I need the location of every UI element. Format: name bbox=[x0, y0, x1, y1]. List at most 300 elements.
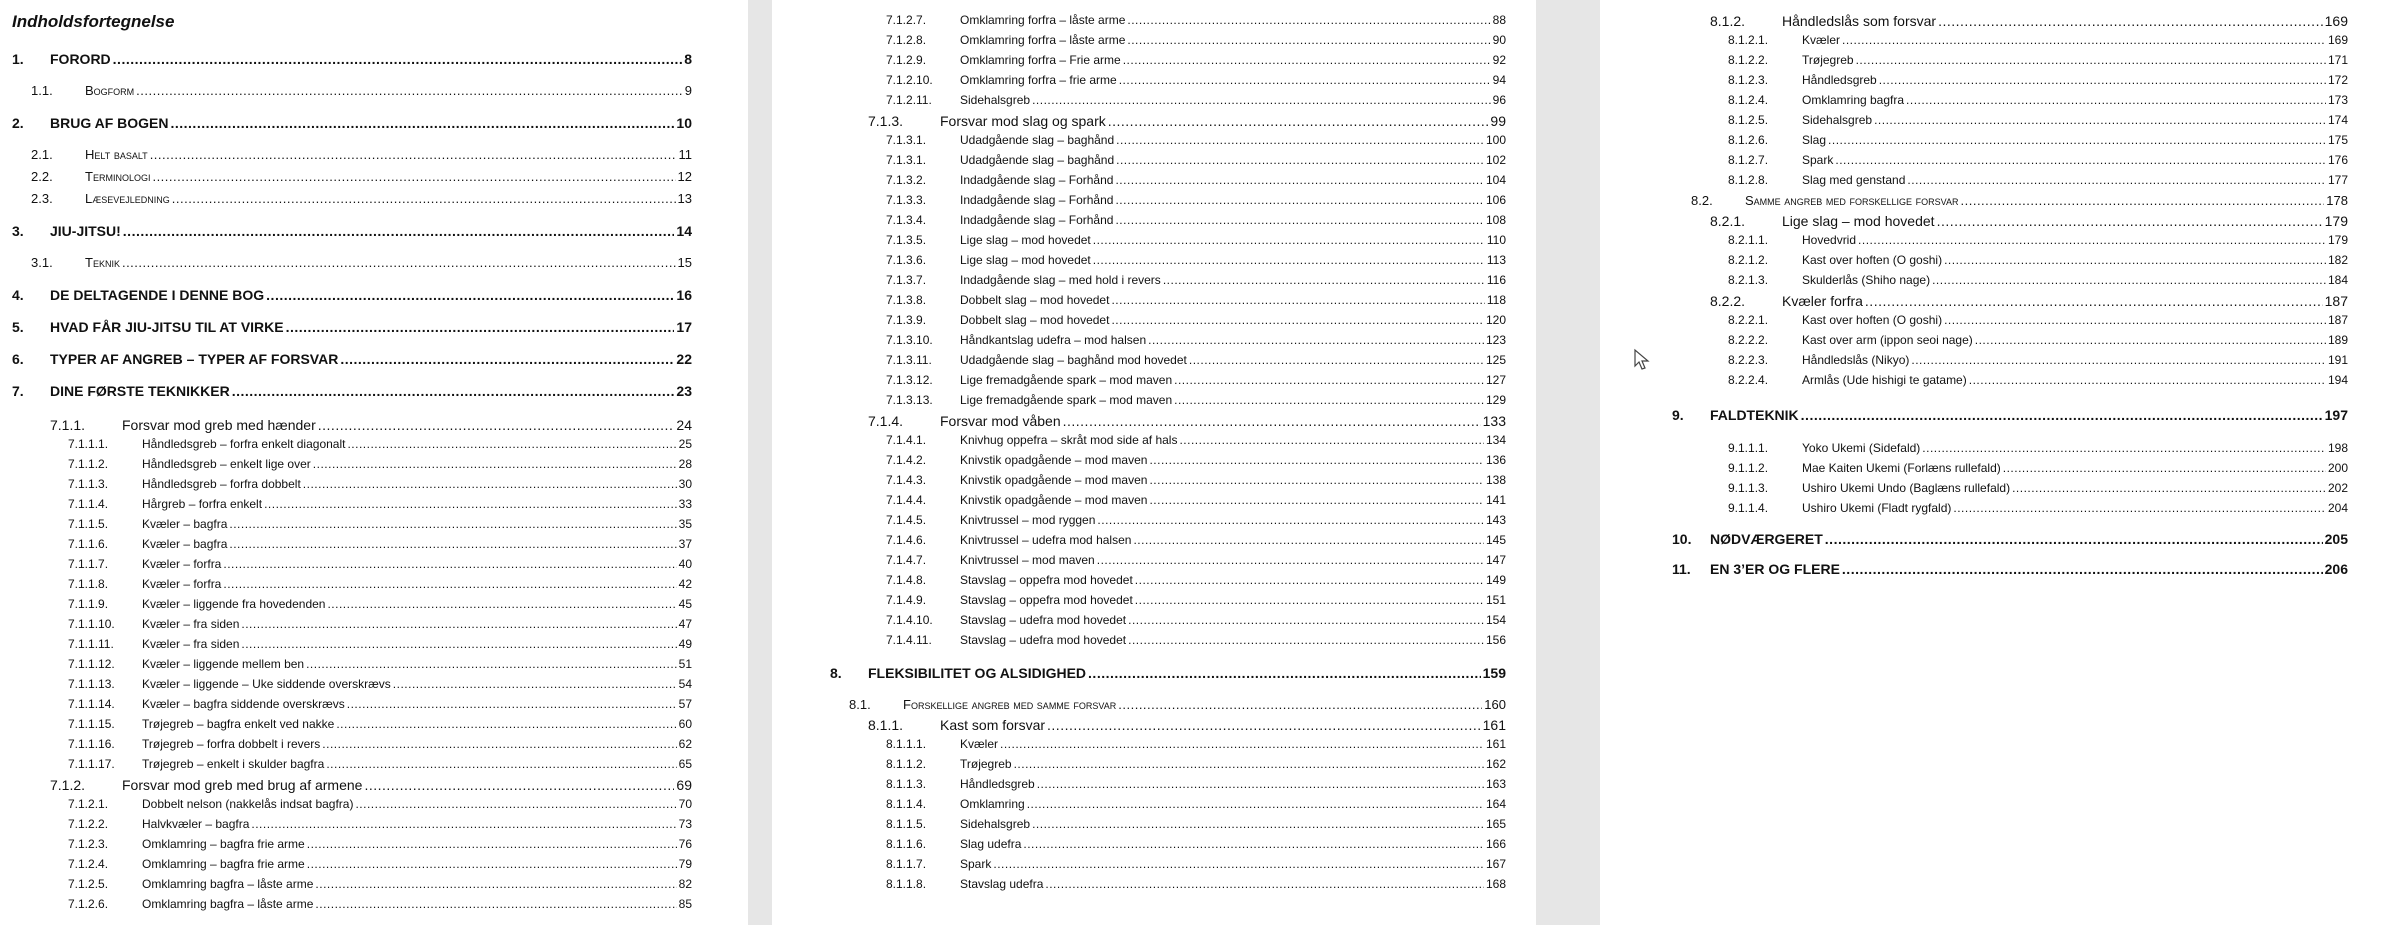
toc-dot-leader bbox=[1133, 534, 1484, 546]
toc-entry-title: Knivtrussel – mod maven bbox=[960, 553, 1095, 567]
toc-entry-page-number: 167 bbox=[1485, 857, 1506, 871]
toc-entry-title: Kvæler – bagfra bbox=[142, 517, 228, 531]
toc-entry-page-number: 8 bbox=[684, 51, 692, 67]
toc-entry[interactable] bbox=[886, 34, 1506, 46]
toc-entry[interactable] bbox=[868, 414, 1506, 428]
toc-entry[interactable] bbox=[886, 174, 1506, 186]
toc-entry-page-number: 173 bbox=[2327, 93, 2348, 107]
toc-entry-title: FLEKSIBILITET OG ALSIDIGHED bbox=[868, 665, 1087, 681]
toc-dot-leader bbox=[1835, 154, 2326, 166]
toc-entry-number: 8.2.2.2. bbox=[1728, 333, 1769, 347]
toc-entry[interactable] bbox=[12, 352, 692, 366]
toc-dot-leader bbox=[1118, 698, 1482, 711]
toc-entry-page-number: 62 bbox=[678, 737, 692, 751]
toc-entry[interactable] bbox=[1728, 54, 2348, 66]
toc-entry-title: Omklamring forfra – låste arme bbox=[960, 13, 1126, 27]
toc-entry-title: Forsvar mod greb med hænder bbox=[122, 417, 316, 433]
toc-dot-leader bbox=[2012, 482, 2326, 494]
toc-entry[interactable] bbox=[886, 54, 1506, 66]
toc-entry[interactable] bbox=[31, 148, 692, 161]
toc-entry[interactable] bbox=[886, 778, 1506, 790]
toc-entry[interactable] bbox=[68, 798, 692, 810]
toc-entry[interactable] bbox=[1728, 502, 2348, 514]
toc-entry[interactable] bbox=[830, 666, 1506, 680]
toc-entry[interactable] bbox=[68, 698, 692, 710]
toc-dot-leader bbox=[223, 558, 676, 570]
toc-entry-title: Omklamring – bagfra frie arme bbox=[142, 857, 305, 871]
toc-entry-title: Lige slag – mod hovedet bbox=[960, 253, 1091, 267]
toc-entry[interactable] bbox=[31, 170, 692, 183]
toc-entry[interactable] bbox=[68, 598, 692, 610]
toc-entry[interactable] bbox=[31, 192, 692, 205]
toc-entry-number: 7.1.1.8. bbox=[68, 577, 109, 591]
toc-dot-leader bbox=[229, 538, 676, 550]
toc-entry-page-number: 163 bbox=[1485, 777, 1506, 791]
toc-entry-title: DE DELTAGENDE I DENNE BOG bbox=[50, 287, 265, 303]
document-page-2 bbox=[772, 0, 1536, 925]
toc-entry-number: 7.1.1.3. bbox=[68, 477, 109, 491]
toc-entry[interactable] bbox=[886, 494, 1506, 506]
toc-entry-title: Forsvar mod slag og spark bbox=[940, 113, 1106, 129]
toc-entry-title: JIU-JITSU! bbox=[50, 223, 121, 239]
toc-dot-leader bbox=[313, 458, 677, 470]
toc-dot-leader bbox=[1128, 634, 1484, 646]
toc-entry-page-number: 202 bbox=[2327, 481, 2348, 495]
toc-entry[interactable] bbox=[68, 898, 692, 910]
toc-entry-title: Spark bbox=[1802, 153, 1834, 167]
toc-dot-leader bbox=[1828, 134, 2326, 146]
toc-entry-number: 7.1.4.1. bbox=[886, 433, 927, 447]
toc-entry-page-number: 42 bbox=[678, 577, 692, 591]
toc-entry-number: 8.1.1.4. bbox=[886, 797, 927, 811]
toc-dot-leader bbox=[1032, 818, 1484, 830]
toc-entry-title: Kvæler – liggende mellem ben bbox=[142, 657, 305, 671]
toc-entry-number: 8.2.2. bbox=[1710, 293, 1746, 309]
toc-entry[interactable] bbox=[886, 154, 1506, 166]
toc-entry-title: Spark bbox=[960, 857, 992, 871]
toc-entry-number: 7.1.1.2. bbox=[68, 457, 109, 471]
toc-dot-leader bbox=[1097, 554, 1484, 566]
toc-entry[interactable] bbox=[886, 514, 1506, 526]
toc-entry-title: Kast over hoften (O goshi) bbox=[1802, 313, 1943, 327]
toc-dot-leader bbox=[1961, 194, 2325, 207]
toc-entry-page-number: 24 bbox=[676, 417, 692, 433]
toc-entry-number: 8. bbox=[830, 665, 842, 681]
toc-dot-leader bbox=[2003, 462, 2326, 474]
toc-dot-leader bbox=[136, 84, 683, 97]
toc-entry[interactable] bbox=[1710, 214, 2348, 228]
toc-entry[interactable] bbox=[849, 698, 1506, 711]
toc-entry-page-number: 88 bbox=[1492, 13, 1506, 27]
toc-entry-page-number: 187 bbox=[2327, 313, 2348, 327]
toc-entry[interactable] bbox=[1728, 94, 2348, 106]
toc-entry-number: 1. bbox=[12, 51, 24, 67]
toc-entry-number: 10. bbox=[1672, 531, 1692, 547]
toc-entry[interactable] bbox=[68, 658, 692, 670]
toc-entry-page-number: 65 bbox=[678, 757, 692, 771]
toc-entry[interactable] bbox=[1728, 314, 2348, 326]
toc-entry-title: Armlås (Ude hishigi te gatame) bbox=[1802, 373, 1967, 387]
toc-entry-title: BRUG AF BOGEN bbox=[50, 115, 169, 131]
toc-entry[interactable] bbox=[1672, 532, 2348, 546]
toc-entry-title: Omklamring bagfra bbox=[1802, 93, 1905, 107]
toc-entry[interactable] bbox=[886, 554, 1506, 566]
toc-entry[interactable] bbox=[1728, 354, 2348, 366]
toc-dot-leader bbox=[993, 858, 1484, 870]
toc-entry-number: 8.2.2.4. bbox=[1728, 373, 1769, 387]
toc-dot-leader bbox=[1148, 334, 1484, 346]
toc-entry-title: Knivstik opadgående – mod maven bbox=[960, 453, 1148, 467]
toc-entry[interactable] bbox=[886, 838, 1506, 850]
toc-entry-page-number: 79 bbox=[678, 857, 692, 871]
toc-entry-number: 8.1.2.2. bbox=[1728, 53, 1769, 67]
toc-entry-page-number: 162 bbox=[1485, 757, 1506, 771]
toc-entry-title: Håndledslås (Nikyo) bbox=[1802, 353, 1910, 367]
toc-entry-page-number: 159 bbox=[1482, 665, 1506, 681]
toc-entry-title: Kvæler forfra bbox=[1782, 293, 1863, 309]
toc-entry-number: 2.3. bbox=[31, 191, 53, 206]
toc-entry-title: Håndledsgreb bbox=[1802, 73, 1877, 87]
toc-entry[interactable] bbox=[886, 574, 1506, 586]
toc-entry[interactable] bbox=[68, 478, 692, 490]
toc-entry[interactable] bbox=[1728, 174, 2348, 186]
toc-entry[interactable] bbox=[886, 594, 1506, 606]
toc-dot-leader bbox=[1879, 74, 2326, 86]
toc-entry[interactable] bbox=[68, 758, 692, 770]
toc-entry[interactable] bbox=[886, 634, 1506, 646]
toc-entry[interactable] bbox=[68, 578, 692, 590]
toc-entry-number: 7.1.2.1. bbox=[68, 797, 109, 811]
toc-entry-page-number: 169 bbox=[2324, 13, 2348, 29]
toc-entry-page-number: 145 bbox=[1485, 533, 1506, 547]
toc-entry[interactable] bbox=[12, 288, 692, 302]
toc-entry-number: 8.2.1. bbox=[1710, 213, 1746, 229]
toc-entry[interactable] bbox=[1728, 374, 2348, 386]
toc-entry[interactable] bbox=[1728, 462, 2348, 474]
toc-entry[interactable] bbox=[31, 84, 692, 97]
toc-entry-number: 7.1.4.11. bbox=[886, 633, 932, 647]
toc-entry[interactable] bbox=[886, 434, 1506, 446]
toc-entry[interactable] bbox=[1728, 334, 2348, 346]
toc-entry[interactable] bbox=[886, 858, 1506, 870]
toc-entry[interactable] bbox=[886, 354, 1506, 366]
toc-entry-title: Dobbelt nelson (nakkelås indsat bagfra) bbox=[142, 797, 354, 811]
toc-entry-page-number: 160 bbox=[1484, 697, 1506, 712]
toc-entry-number: 7.1.2.2. bbox=[68, 817, 109, 831]
toc-entry-page-number: 172 bbox=[2327, 73, 2348, 87]
toc-dot-leader bbox=[393, 678, 677, 690]
toc-entry-page-number: 17 bbox=[676, 319, 692, 335]
toc-dot-leader bbox=[1111, 314, 1484, 326]
toc-entry[interactable] bbox=[68, 838, 692, 850]
toc-dot-leader bbox=[1938, 14, 2323, 28]
toc-entry-page-number: 45 bbox=[678, 597, 692, 611]
toc-entry-page-number: 69 bbox=[676, 777, 692, 793]
toc-entry-title: HVAD FÅR JIU-JITSU TIL AT VIRKE bbox=[50, 319, 284, 335]
toc-entry[interactable] bbox=[886, 14, 1506, 26]
toc-entry-number: 8.1.2.3. bbox=[1728, 73, 1769, 87]
toc-entry[interactable] bbox=[886, 374, 1506, 386]
toc-entry[interactable] bbox=[68, 538, 692, 550]
toc-entry-number: 7.1.2. bbox=[50, 777, 86, 793]
toc-entry-page-number: 189 bbox=[2327, 333, 2348, 347]
toc-entry[interactable] bbox=[886, 94, 1506, 106]
toc-entry-title: Teknik bbox=[85, 255, 120, 270]
toc-entry[interactable] bbox=[12, 116, 692, 130]
toc-entry-page-number: 73 bbox=[678, 817, 692, 831]
toc-entry-number: 7.1.2.8. bbox=[886, 33, 927, 47]
toc-entry[interactable] bbox=[68, 458, 692, 470]
toc-dot-leader bbox=[1063, 414, 1481, 428]
toc-dot-leader bbox=[303, 478, 677, 490]
toc-entry-number: 9.1.1.1. bbox=[1728, 441, 1769, 455]
toc-entry[interactable] bbox=[1728, 74, 2348, 86]
toc-entry[interactable] bbox=[886, 394, 1506, 406]
toc-entry[interactable] bbox=[868, 718, 1506, 732]
toc-dot-leader bbox=[1115, 214, 1484, 226]
toc-entry[interactable] bbox=[1728, 134, 2348, 146]
toc-entry-number: 3. bbox=[12, 223, 24, 239]
toc-dot-leader bbox=[1801, 408, 2323, 422]
toc-entry[interactable] bbox=[886, 214, 1506, 226]
toc-entry-title: Lige slag – mod hovedet bbox=[1782, 213, 1935, 229]
toc-entry[interactable] bbox=[50, 418, 692, 432]
toc-dot-leader bbox=[1045, 878, 1484, 890]
toc-entry-title: NØDVÆRGERET bbox=[1710, 531, 1823, 547]
toc-entry-title: Forsvar mod våben bbox=[940, 413, 1061, 429]
toc-entry-number: 8.1. bbox=[849, 697, 871, 712]
toc-entry-page-number: 92 bbox=[1492, 53, 1506, 67]
toc-entry-title: Lige fremadgående spark – mod maven bbox=[960, 393, 1173, 407]
toc-entry[interactable] bbox=[886, 798, 1506, 810]
toc-entry-number: 7.1.4.3. bbox=[886, 473, 927, 487]
toc-entry-page-number: 14 bbox=[676, 223, 692, 239]
toc-entry-number: 6. bbox=[12, 351, 24, 367]
toc-entry-title: Slag udefra bbox=[960, 837, 1022, 851]
toc-entry-page-number: 187 bbox=[2324, 293, 2348, 309]
toc-entry[interactable] bbox=[1728, 34, 2348, 46]
toc-entry-page-number: 166 bbox=[1485, 837, 1506, 851]
toc-entry[interactable] bbox=[886, 294, 1506, 306]
toc-entry-page-number: 110 bbox=[1486, 233, 1506, 247]
toc-entry-number: 9. bbox=[1672, 407, 1684, 423]
toc-entry-page-number: 85 bbox=[678, 897, 692, 911]
toc-entry[interactable] bbox=[68, 498, 692, 510]
toc-entry-number: 7.1.2.7. bbox=[886, 13, 927, 27]
toc-entry-number: 7. bbox=[12, 383, 24, 399]
toc-entry-number: 8.1.2.7. bbox=[1728, 153, 1769, 167]
toc-entry[interactable] bbox=[31, 256, 692, 269]
toc-entry-number: 9.1.1.3. bbox=[1728, 481, 1769, 495]
toc-entry-page-number: 205 bbox=[2324, 531, 2348, 547]
toc-entry[interactable] bbox=[886, 74, 1506, 86]
toc-entry[interactable] bbox=[1728, 114, 2348, 126]
toc-entry-page-number: 118 bbox=[1486, 293, 1506, 307]
toc-entry-title: Stavslag – udefra mod hovedet bbox=[960, 633, 1127, 647]
toc-entry-number: 7.1.1.17. bbox=[68, 757, 115, 771]
toc-dot-leader bbox=[1975, 334, 2326, 346]
toc-entry[interactable] bbox=[886, 194, 1506, 206]
toc-dot-leader bbox=[315, 878, 676, 890]
toc-entry-title: Dobbelt slag – mod hovedet bbox=[960, 293, 1110, 307]
toc-dot-leader bbox=[1032, 94, 1491, 106]
toc-entry-title: Kvæler bbox=[1802, 33, 1841, 47]
toc-entry[interactable] bbox=[68, 518, 692, 530]
toc-entry[interactable] bbox=[886, 454, 1506, 466]
toc-entry[interactable] bbox=[1728, 254, 2348, 266]
toc-entry-title: Kvæler – forfra bbox=[142, 577, 222, 591]
toc-entry-page-number: 76 bbox=[678, 837, 692, 851]
toc-entry-title: Samme angreb med forskellige forsvar bbox=[1745, 193, 1959, 208]
toc-entry[interactable] bbox=[68, 818, 692, 830]
toc-entry[interactable] bbox=[886, 534, 1506, 546]
toc-entry[interactable] bbox=[1728, 482, 2348, 494]
toc-entry-number: 9.1.1.4. bbox=[1728, 501, 1769, 515]
toc-entry[interactable] bbox=[1728, 274, 2348, 286]
toc-entry-page-number: 125 bbox=[1485, 353, 1506, 367]
toc-entry-page-number: 47 bbox=[678, 617, 692, 631]
toc-dot-leader bbox=[1953, 502, 2326, 514]
toc-entry[interactable] bbox=[12, 52, 692, 66]
toc-entry[interactable] bbox=[1691, 194, 2348, 207]
toc-entry-page-number: 106 bbox=[1485, 193, 1506, 207]
toc-entry[interactable] bbox=[886, 878, 1506, 890]
toc-entry[interactable] bbox=[12, 224, 692, 238]
toc-entry-number: 8.1.1.5. bbox=[886, 817, 927, 831]
toc-entry[interactable] bbox=[1710, 294, 2348, 308]
toc-entry-page-number: 154 bbox=[1485, 613, 1506, 627]
toc-entry-page-number: 82 bbox=[678, 877, 692, 891]
toc-entry-number: 7.1.4.9. bbox=[886, 593, 927, 607]
toc-entry-number: 7.1.3.5. bbox=[886, 233, 927, 247]
toc-entry-number: 8.2.1.3. bbox=[1728, 273, 1769, 287]
toc-entry-title: FALDTEKNIK bbox=[1710, 407, 1799, 423]
toc-entry[interactable] bbox=[886, 274, 1506, 286]
toc-entry-number: 7.1.1.16. bbox=[68, 737, 115, 751]
toc-entry-number: 8.1.2.5. bbox=[1728, 113, 1769, 127]
toc-entry-number: 7.1.2.10. bbox=[886, 73, 933, 87]
toc-entry[interactable] bbox=[68, 858, 692, 870]
toc-entry-title: Kvæler – liggende fra hovedenden bbox=[142, 597, 326, 611]
toc-entry-number: 7.1.4.6. bbox=[886, 533, 927, 547]
toc-entry[interactable] bbox=[886, 758, 1506, 770]
toc-dot-leader bbox=[1128, 614, 1484, 626]
toc-dot-leader bbox=[1108, 114, 1489, 128]
toc-entry-number: 7.1.3. bbox=[868, 113, 904, 129]
toc-entry-title: Ushiro Ukemi Undo (Baglæns rullefald) bbox=[1802, 481, 2011, 495]
toc-entry[interactable] bbox=[886, 818, 1506, 830]
toc-entry-number: 4. bbox=[12, 287, 24, 303]
toc-entry-page-number: 116 bbox=[1486, 273, 1506, 287]
toc-entry-title: Omklamring bagfra – låste arme bbox=[142, 877, 314, 891]
toc-entry-number: 7.1.3.3. bbox=[886, 193, 927, 207]
toc-entry-number: 8.1.1.2. bbox=[886, 757, 927, 771]
toc-entry-title: Trøjegreb – enkelt i skulder bagfra bbox=[142, 757, 325, 771]
toc-dot-leader bbox=[1111, 294, 1484, 306]
toc-entry-page-number: 204 bbox=[2327, 501, 2348, 515]
toc-entry-title: FORORD bbox=[50, 51, 111, 67]
toc-dot-leader bbox=[336, 718, 676, 730]
toc-entry-title: Sidehalsgreb bbox=[960, 817, 1031, 831]
toc-entry[interactable] bbox=[886, 314, 1506, 326]
toc-title: Indholdsfortegnelse bbox=[12, 12, 175, 31]
toc-entry[interactable] bbox=[68, 678, 692, 690]
document-page-1 bbox=[0, 0, 748, 925]
toc-entry[interactable] bbox=[1672, 562, 2348, 576]
toc-entry-page-number: 200 bbox=[2327, 461, 2348, 475]
toc-entry-number: 7.1.1.12. bbox=[68, 657, 115, 671]
toc-entry-number: 7.1.3.1. bbox=[886, 133, 927, 147]
toc-entry[interactable] bbox=[12, 320, 692, 334]
toc-entry-number: 8.2.2.1. bbox=[1728, 313, 1769, 327]
toc-entry-page-number: 100 bbox=[1485, 133, 1506, 147]
toc-entry[interactable] bbox=[886, 134, 1506, 146]
toc-dot-leader bbox=[1023, 838, 1484, 850]
toc-entry[interactable] bbox=[886, 334, 1506, 346]
toc-dot-leader bbox=[1937, 214, 2323, 228]
toc-entry[interactable] bbox=[68, 618, 692, 630]
toc-entry-title: Trøjegreb – bagfra enkelt ved nakke bbox=[142, 717, 335, 731]
toc-entry-title: Knivstik opadgående – mod maven bbox=[960, 473, 1148, 487]
toc-entry-title: Udadgående slag – baghånd mod hovedet bbox=[960, 353, 1187, 367]
toc-entry[interactable] bbox=[886, 738, 1506, 750]
toc-entry[interactable] bbox=[1728, 154, 2348, 166]
toc-entry[interactable] bbox=[1672, 408, 2348, 422]
toc-entry[interactable] bbox=[68, 738, 692, 750]
toc-entry[interactable] bbox=[1728, 234, 2348, 246]
toc-entry[interactable] bbox=[68, 558, 692, 570]
toc-entry[interactable] bbox=[886, 474, 1506, 486]
toc-entry-title: Lige fremadgående spark – mod maven bbox=[960, 373, 1173, 387]
toc-entry[interactable] bbox=[886, 254, 1506, 266]
toc-entry-title: Knivtrussel – udefra mod halsen bbox=[960, 533, 1132, 547]
toc-entry-page-number: 149 bbox=[1485, 573, 1506, 587]
toc-entry[interactable] bbox=[1728, 442, 2348, 454]
toc-entry[interactable] bbox=[886, 614, 1506, 626]
toc-entry[interactable] bbox=[1710, 14, 2348, 28]
toc-entry[interactable] bbox=[68, 878, 692, 890]
toc-entry-number: 7.1.1.10. bbox=[68, 617, 115, 631]
toc-entry[interactable] bbox=[886, 234, 1506, 246]
toc-entry-number: 7.1.4.5. bbox=[886, 513, 927, 527]
toc-entry-page-number: 22 bbox=[676, 351, 692, 367]
toc-entry-title: Kast over arm (ippon seoi nage) bbox=[1802, 333, 1973, 347]
toc-entry[interactable] bbox=[68, 718, 692, 730]
toc-entry-title: Trøjegreb – forfra dobbelt i revers bbox=[142, 737, 321, 751]
toc-entry[interactable] bbox=[68, 438, 692, 450]
toc-entry-number: 8.1.2.1. bbox=[1728, 33, 1769, 47]
toc-entry-page-number: 51 bbox=[678, 657, 692, 671]
toc-entry-title: Indadgående slag – Forhånd bbox=[960, 213, 1114, 227]
toc-entry-number: 7.1.1.6. bbox=[68, 537, 109, 551]
toc-dot-leader bbox=[1874, 114, 2326, 126]
toc-entry[interactable] bbox=[68, 638, 692, 650]
toc-entry[interactable] bbox=[868, 114, 1506, 128]
toc-entry-page-number: 37 bbox=[678, 537, 692, 551]
toc-dot-leader bbox=[326, 758, 676, 770]
toc-entry-number: 7.1.1.5. bbox=[68, 517, 109, 531]
toc-dot-leader bbox=[1922, 442, 2326, 454]
toc-entry-title: Yoko Ukemi (Sidefald) bbox=[1802, 441, 1921, 455]
toc-entry-page-number: 143 bbox=[1485, 513, 1506, 527]
toc-entry-title: Kast som forsvar bbox=[940, 717, 1046, 733]
toc-entry-page-number: 191 bbox=[2327, 353, 2348, 367]
toc-entry-number: 7.1.3.9. bbox=[886, 313, 927, 327]
toc-entry-number: 8.1.2. bbox=[1710, 13, 1746, 29]
toc-entry[interactable] bbox=[50, 778, 692, 792]
toc-entry[interactable] bbox=[12, 384, 692, 398]
toc-entry-title: DINE FØRSTE TEKNIKKER bbox=[50, 383, 230, 399]
